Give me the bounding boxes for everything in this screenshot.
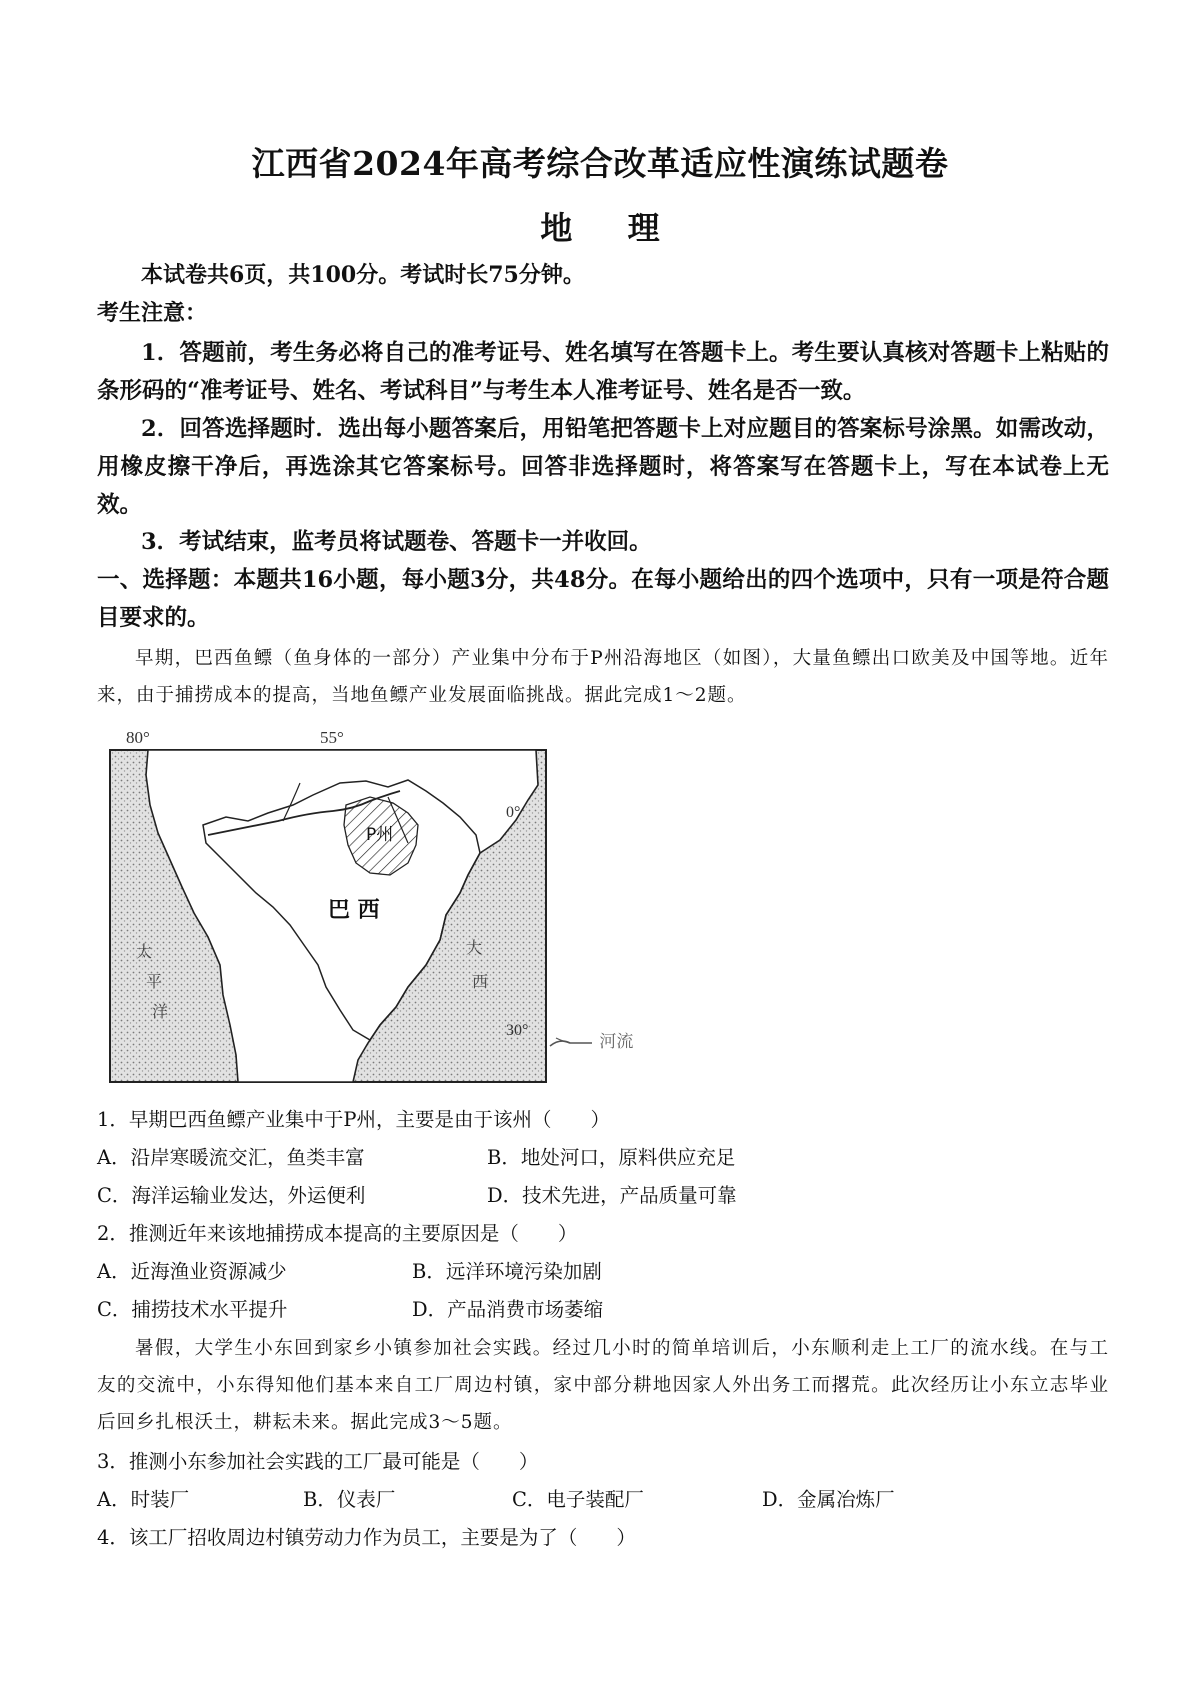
- q3-option-a: A．时装厂: [97, 1488, 190, 1511]
- q1-option-a: A．沿岸寒暖流交汇，鱼类丰富: [97, 1146, 365, 1169]
- q3-option-c: C．电子装配厂: [512, 1488, 644, 1511]
- lon-label-80: 80°: [126, 728, 150, 747]
- q3-option-d: D．金属冶炼厂: [762, 1488, 895, 1511]
- legend-label: 河流: [599, 1032, 634, 1052]
- q2-option-b: B．远洋环境污染加剧: [412, 1260, 602, 1283]
- question-3-stem: 3．推测小东参加社会实践的工厂最可能是（ ）: [97, 1450, 539, 1473]
- river-legend-icon: [548, 1034, 594, 1052]
- brazil-map: [108, 725, 548, 1090]
- q1-option-c: C．海洋运输业发达，外运便利: [97, 1184, 366, 1207]
- subject-title: 地 理: [540, 209, 682, 247]
- map-legend: [548, 1027, 633, 1052]
- q2-option-c: C．捕捞技术水平提升: [97, 1298, 288, 1321]
- lon-label-55: 55°: [320, 728, 344, 747]
- q3-option-b: B．仪表厂: [303, 1488, 396, 1511]
- lat-label-0: 0°: [506, 804, 521, 821]
- notice-heading: 考生注意：: [97, 300, 208, 326]
- exam-intro: 本试卷共6页，共100分。考试时长75分钟。: [141, 262, 585, 288]
- ocean-west-char-3: 洋: [152, 1002, 169, 1021]
- q1-option-d: D．技术先进，产品质量可靠: [487, 1184, 737, 1207]
- ocean-west-char-2: 平: [146, 972, 163, 991]
- lat-label-30: 30°: [506, 1022, 529, 1039]
- q2-option-a: A．近海渔业资源减少: [97, 1260, 287, 1283]
- question-1-stem: 1．早期巴西鱼鳔产业集中于P州，主要是由于该州（ ）: [97, 1108, 611, 1131]
- ocean-east-char-1: 大: [466, 938, 483, 957]
- q2-option-d: D．产品消费市场萎缩: [412, 1298, 604, 1321]
- ocean-west-char-1: 太: [136, 942, 153, 961]
- country-label: 巴 西: [328, 898, 380, 923]
- question-4-stem: 4．该工厂招收周边村镇劳动力作为员工，主要是为了（ ）: [97, 1526, 636, 1549]
- notice-item-3: 3．考试结束，监考员将试题卷、答题卡一并收回。: [141, 529, 652, 555]
- exam-title: 江西省2024年高考综合改革适应性演练试题卷: [251, 144, 949, 183]
- passage-1: 早期，巴西鱼鳔（鱼身体的一部分）产业集中分布于P州沿海地区（如图），大量鱼鳔出口欧美及中国等地。近年来，由于捕捞成本的提高，当地鱼鳔产业发展面临挑战。据此完成1～2题。: [97, 648, 1109, 706]
- section-heading: 一、选择题：本题共16小题，每小题3分，共48分。在每小题给出的四个选项中，只有一项是符合题目要求的。: [97, 567, 1109, 631]
- p-state-label: P州: [366, 825, 394, 845]
- notice-item-2: 2．回答选择题时．选出每小题答案后，用铅笔把答题卡上对应题目的答案标号涂黑。如需改动，用橡皮擦干净后，再选涂其它答案标号。回答非选择题时，将答案写在答题卡上，写在本试卷上无效。: [97, 416, 1109, 518]
- notice-item-1: 1．答题前，考生务必将自己的准考证号、姓名填写在答题卡上。考生要认真核对答题卡上粘贴的条形码的“准考证号、姓名、考试科目”与考生本人准考证号、姓名是否一致。: [97, 340, 1109, 404]
- q1-option-b: B．地处河口，原料供应充足: [487, 1146, 736, 1169]
- question-2-stem: 2．推测近年来该地捕捞成本提高的主要原因是（ ）: [97, 1222, 578, 1245]
- ocean-east-char-2: 西: [472, 972, 489, 991]
- passage-2: 暑假，大学生小东回到家乡小镇参加社会实践。经过几小时的简单培训后，小东顺利走上工厂的流水线。在与工友的交流中，小东得知他们基本来自工厂周边村镇，家中部分耕地因家人外出务工而撂荒。此次经历让小东立志毕业后回乡扎根沃土，耕耘未来。据此完成3～5题。: [97, 1338, 1109, 1433]
